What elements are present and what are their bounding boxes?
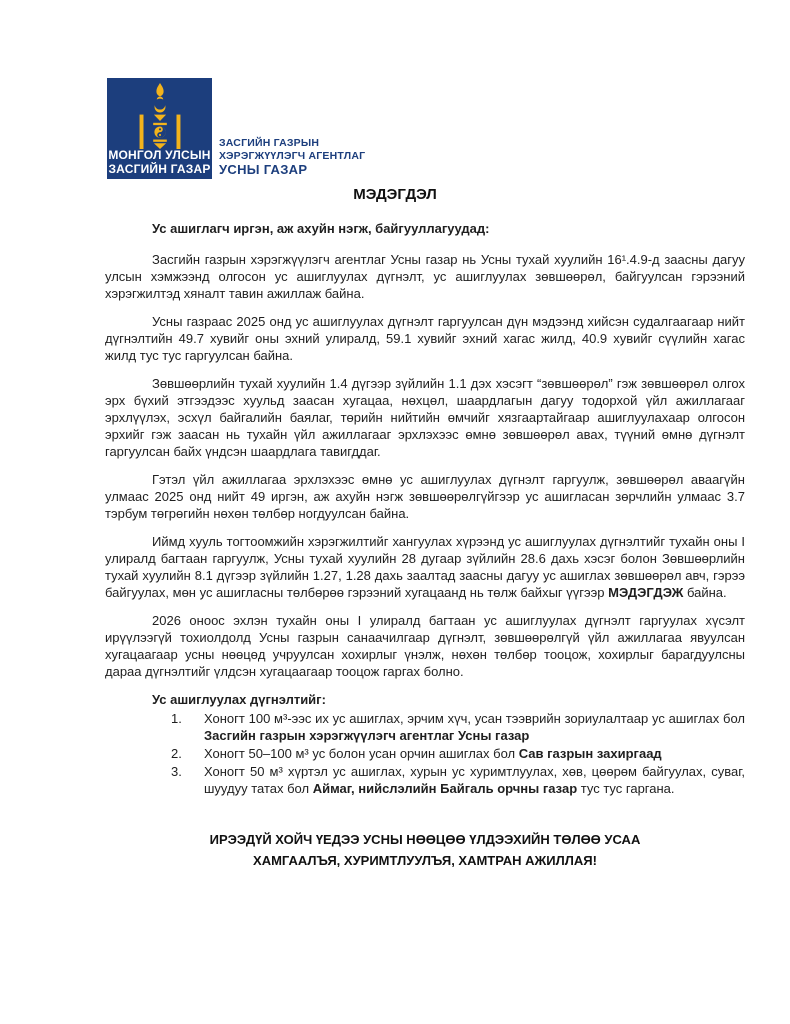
paragraph-3: Зөвшөөрлийн тухай хуулийн 1.4 дүгээр зүйлийн 1.1 дэх хэсэгт “зөвшөөрөл” гэж зөвшөөрөл олгох эрх бүхий этгээдээс хуульд заасан хугацаа, нөхцөл, шаардлагын дагуу тодорхой үйл ажиллагааг эрхлүүлэх, эсхүл байгалийн баялаг, төрийн нийтийн өмчийг хязгаартайгаар ашиглуулахаар олгосон эрхийг гэж заасан нь тухайн үйл ажиллагааг эрхлэхээс өмнө зөвшөөрөл авах, түүний өмнө дүгнэлт гаргуулсан байх үндсэн шаардлага тавигддаг. [105, 376, 745, 459]
closing-slogan-line2: ХАМГААЛЪЯ, ХУРИМТЛУУЛЪЯ, ХАМТРАН АЖИЛЛАЯ! [253, 853, 597, 868]
paragraph-1: Засгийн газрын хэрэгжүүлэгч агентлаг Усны газар нь Усны тухай хуулийн 16¹.4.9-д заасны дагуу улсын хэмжээнд олгосон ус ашиглуулах дүгнэлт, ус ашиглуулах зөвшөөрөл, байгуулсан гэрээний хэрэгжилтэд хяналт тавин ажиллаж байна. [105, 252, 745, 301]
paragraph-6: 2026 оноос эхлэн тухайн оны I улиралд багтаан ус ашиглуулах дүгнэлт гаргуулах хүсэлт ирүүлээгүй тохиолдолд Усны газрын санаачилгаар дүгнэлт, зөвшөөрөлгүй үйл ажиллагаа явуулсан хугацаагаар усны нөөцөд учруулсан хохирлыг үнэлж, нөхөн төлбөр тооцож, хохирлыг барагдуулсны дараа дүгнэлтийг үлдсэн хугацаагаар тооцож гаргах болно. [105, 613, 745, 679]
paragraph-2: Усны газраас 2025 онд ус ашиглуулах дүгнэлт гаргуулсан дүн мэдээнд хийсэн судалгаагаар нийт дүгнэлтийн 49.7 хувийг оны эхний улиралд, 59.1 хувийг эхний хагас жилд, 40.9 хувийг сүүлийн хагас жилд тус тус гаргуулсан байна. [105, 314, 745, 363]
list-item-number: 2. [171, 746, 182, 761]
document-title: МЭДЭГДЭЛ [353, 186, 437, 203]
closing-slogan [105, 829, 745, 871]
list-item-1-bold: Засгийн газрын хэрэгжүүлэгч агентлаг Усны газар [204, 728, 530, 743]
list-item-2-bold: Сав газрын захиргаад [518, 746, 662, 761]
list-item-3-post: тус тус гаргана. [577, 781, 675, 796]
paragraph-5 [105, 533, 745, 601]
logo-org-name [108, 149, 210, 176]
numbered-list [105, 710, 745, 797]
list-item-text [204, 710, 745, 744]
salutation: Ус ашиглагч иргэн, аж ахуйн нэгж, байгууллагуудад: [152, 221, 490, 236]
paragraph-5-post: байна. [683, 585, 727, 600]
soyombo-emblem-icon [138, 83, 182, 149]
paragraph-5-bold: МЭДЭГДЭЖ [608, 585, 684, 600]
paragraph-5-pre: Иймд хууль тогтоомжийн хэрэгжилтийг хангуулах хүрээнд ус ашиглуулах дүгнэлтийг тухайн оны I улиралд багтаан гаргуулж, Усны тухай хуулийн 28 дугаар зүйлийн 28.6 дахь хэсэг болон Зөвшөөрлийн тухай хуулийн 8.1 дүгээр зүйлийн 1.27, 1.28 дахь заалтад заасны дагуу ус ашиглах зөвшөөрөл авч, гэрээ байгуулах, мөн ус ашигласны төлбөрөө гэрээний хугацаанд нь төлж байхыг үүгээр [105, 534, 745, 600]
list-item [105, 763, 745, 797]
agency-line1: ЗАСГИЙН ГАЗРЫН [219, 137, 320, 149]
list-item [105, 710, 745, 744]
logo-org-line2: ЗАСГИЙН ГАЗАР [108, 161, 211, 176]
list-item-2-pre: Хоногт 50–100 м³ ус болон усан орчин ашиглах бол [204, 746, 519, 761]
list-item-text [204, 763, 745, 797]
list-item-number: 1. [171, 711, 182, 726]
list-heading: Ус ашиглуулах дүгнэлтийг: [152, 692, 326, 707]
list-item [105, 745, 745, 762]
list-item-number: 3. [171, 764, 182, 779]
agency-line2: ХЭРЭГЖҮҮЛЭГЧ АГЕНТЛАГ [219, 149, 366, 162]
paragraph-4: Гэтэл үйл ажиллагаа эрхлэхээс өмнө ус ашиглуулах дүгнэлт гаргуулж, зөвшөөрөл аваагүйн улмаас 2025 онд нийт 49 иргэн, аж ахуйн нэгж зөвшөөрөлгүйгээр ус ашигласан зөрчлийн улмаас 3.7 тэрбум төгрөгийн нөхөн төлбөр ногдуулсан байна. [105, 472, 745, 521]
list-item-3-bold: Аймаг, нийслэлийн Байгаль орчны газар [312, 781, 578, 796]
agency-line3: УСНЫ ГАЗАР [219, 162, 308, 177]
list-item-3-pre: Хоногт 50 м³ хүртэл ус ашиглах, хурын ус хуримтлуулах, хөв, цөөрөм байгуулах, суваг, шуудуу татах бол [204, 764, 745, 796]
list-item-1-pre: Хоногт 100 м³-ээс их ус ашиглах, эрчим хүч, усан тээврийн зориулалтаар ус ашиглах бол [204, 711, 745, 726]
document-body [105, 220, 745, 871]
letterhead [107, 78, 365, 179]
logo-org-line1: МОНГОЛ УЛСЫН [108, 148, 211, 162]
list-item-text [204, 745, 745, 762]
government-logo [107, 78, 212, 179]
closing-slogan-line1: ИРЭЭДҮЙ ХОЙЧ ҮЕДЭЭ УСНЫ НӨӨЦӨӨ ҮЛДЭЭХИЙН ТӨЛӨӨ УСАА [209, 832, 641, 847]
agency-name-block [219, 137, 365, 179]
